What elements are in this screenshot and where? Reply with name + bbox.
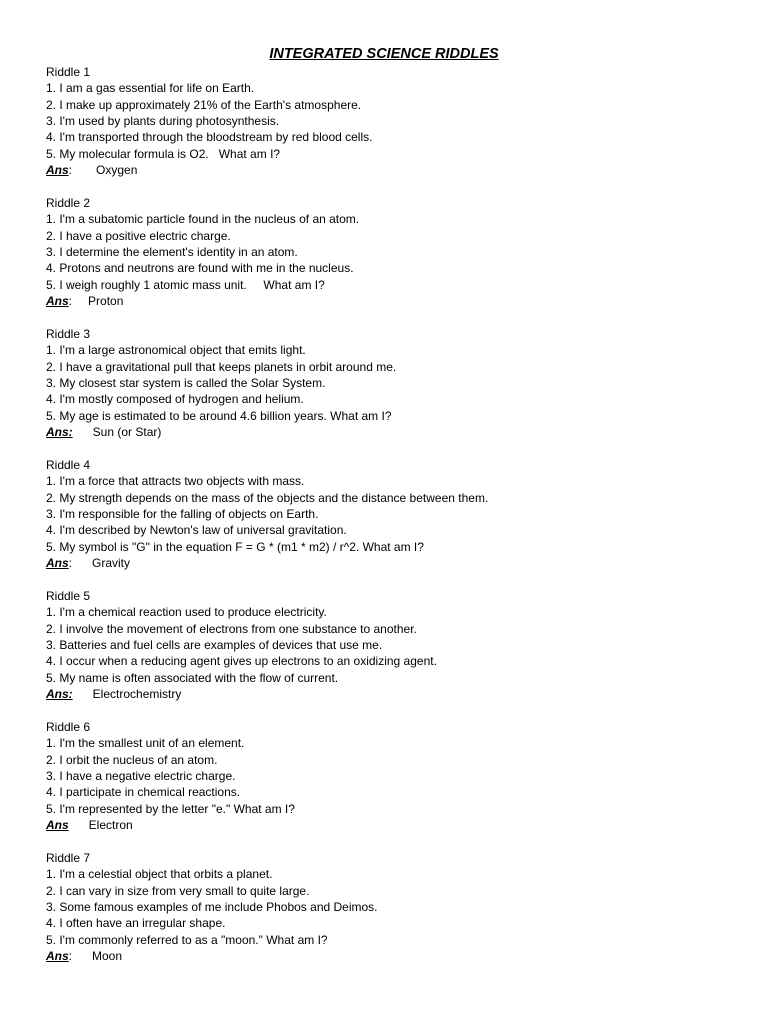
- clue: 5. My age is estimated to be around 4.6 billion years. What am I?: [46, 408, 392, 423]
- answer-line: [46, 162, 726, 178]
- riddle-heading: Riddle 7: [46, 851, 91, 865]
- answer-line: [46, 948, 726, 964]
- clue: 3. I determine the element's identity in an atom.: [46, 245, 298, 260]
- clue: 2. My strength depends on the mass of the objects and the distance between them.: [46, 490, 489, 505]
- riddle-3: [46, 326, 726, 440]
- clue: 2. I have a positive electric charge.: [46, 228, 231, 243]
- clue: 4. I occur when a reducing agent gives up electrons to an oxidizing agent.: [46, 654, 437, 669]
- clue: 5. I'm represented by the letter "e." What am I?: [46, 801, 295, 816]
- clue: 2. I orbit the nucleus of an atom.: [46, 752, 218, 767]
- riddle-1: [46, 64, 726, 178]
- clue: 3. Some famous examples of me include Phobos and Deimos.: [46, 900, 378, 915]
- clue: 4. Protons and neutrons are found with me in the nucleus.: [46, 261, 354, 276]
- clue: 5. My symbol is "G" in the equation F = G * (m1 * m2) / r^2. What am I?: [46, 539, 424, 554]
- riddle-heading: Riddle 1: [46, 65, 91, 79]
- answer-label: Ans:: [46, 425, 73, 440]
- clue: 3. I'm responsible for the falling of objects on Earth.: [46, 507, 319, 522]
- answer-label: Ans: [46, 949, 69, 964]
- answer-value: Electrochemistry: [92, 687, 182, 702]
- answer-line: [46, 817, 726, 833]
- clue: 1. I am a gas essential for life on Earth.: [46, 81, 255, 96]
- answer-label: Ans: [46, 556, 69, 571]
- answer-separator: :: [68, 163, 73, 178]
- riddle-heading: Riddle 3: [46, 327, 91, 341]
- clue: 4. I'm described by Newton's law of universal gravitation.: [46, 523, 347, 538]
- answer-separator: :: [68, 949, 73, 964]
- clue: 4. I'm mostly composed of hydrogen and helium.: [46, 392, 304, 407]
- clue: 2. I involve the movement of electrons from one substance to another.: [46, 621, 417, 636]
- clue: 3. I'm used by plants during photosynthesis.: [46, 114, 280, 129]
- clue: 5. I'm commonly referred to as a "moon." What am I?: [46, 932, 328, 947]
- clue: 5. I weigh roughly 1 atomic mass unit. What am I?: [46, 277, 325, 292]
- clue: 1. I'm a force that attracts two objects with mass.: [46, 474, 305, 489]
- riddle-heading: Riddle 4: [46, 458, 91, 472]
- answer-label: Ans:: [46, 687, 73, 702]
- clue: 5. My name is often associated with the flow of current.: [46, 670, 339, 685]
- clue: 1. I'm the smallest unit of an element.: [46, 736, 245, 751]
- answer-label: Ans: [46, 163, 69, 178]
- riddle-heading: Riddle 6: [46, 720, 91, 734]
- clue: 4. I often have an irregular shape.: [46, 916, 226, 931]
- answer-value: Oxygen: [96, 163, 138, 178]
- riddle-heading: Riddle 2: [46, 196, 91, 210]
- page-title: INTEGRATED SCIENCE RIDDLES: [269, 46, 499, 62]
- answer-value: Electron: [88, 818, 133, 833]
- answer-separator: :: [68, 294, 73, 309]
- answer-value: Moon: [92, 949, 123, 964]
- answer-value: Gravity: [92, 556, 131, 571]
- clue: 3. I have a negative electric charge.: [46, 769, 236, 784]
- clue: 1. I'm a large astronomical object that emits light.: [46, 343, 306, 358]
- riddle-heading: Riddle 5: [46, 589, 91, 603]
- riddle-2: [46, 195, 726, 309]
- answer-separator: :: [68, 556, 73, 571]
- answer-label: Ans: [46, 818, 69, 833]
- clue: 1. I'm a subatomic particle found in the nucleus of an atom.: [46, 212, 360, 227]
- answer-line: [46, 686, 726, 702]
- answer-line: [46, 555, 726, 571]
- answer-value: Proton: [88, 294, 124, 309]
- clue: 1. I'm a celestial object that orbits a planet.: [46, 867, 273, 882]
- riddle-4: [46, 457, 726, 571]
- clue: 5. My molecular formula is O2. What am I?: [46, 146, 281, 161]
- riddle-5: [46, 588, 726, 702]
- clue: 3. My closest star system is called the Solar System.: [46, 376, 326, 391]
- clue: 4. I'm transported through the bloodstream by red blood cells.: [46, 130, 373, 145]
- clue: 2. I can vary in size from very small to quite large.: [46, 883, 310, 898]
- riddle-6: [46, 719, 726, 833]
- answer-value: Sun (or Star): [92, 425, 162, 440]
- clue: 3. Batteries and fuel cells are examples of devices that use me.: [46, 638, 383, 653]
- clue: 2. I have a gravitational pull that keeps planets in orbit around me.: [46, 359, 397, 374]
- riddle-7: [46, 850, 726, 964]
- answer-label: Ans: [46, 294, 69, 309]
- clue: 2. I make up approximately 21% of the Earth's atmosphere.: [46, 97, 362, 112]
- answer-line: [46, 424, 726, 440]
- answer-line: [46, 293, 726, 309]
- clue: 1. I'm a chemical reaction used to produce electricity.: [46, 605, 327, 620]
- clue: 4. I participate in chemical reactions.: [46, 785, 241, 800]
